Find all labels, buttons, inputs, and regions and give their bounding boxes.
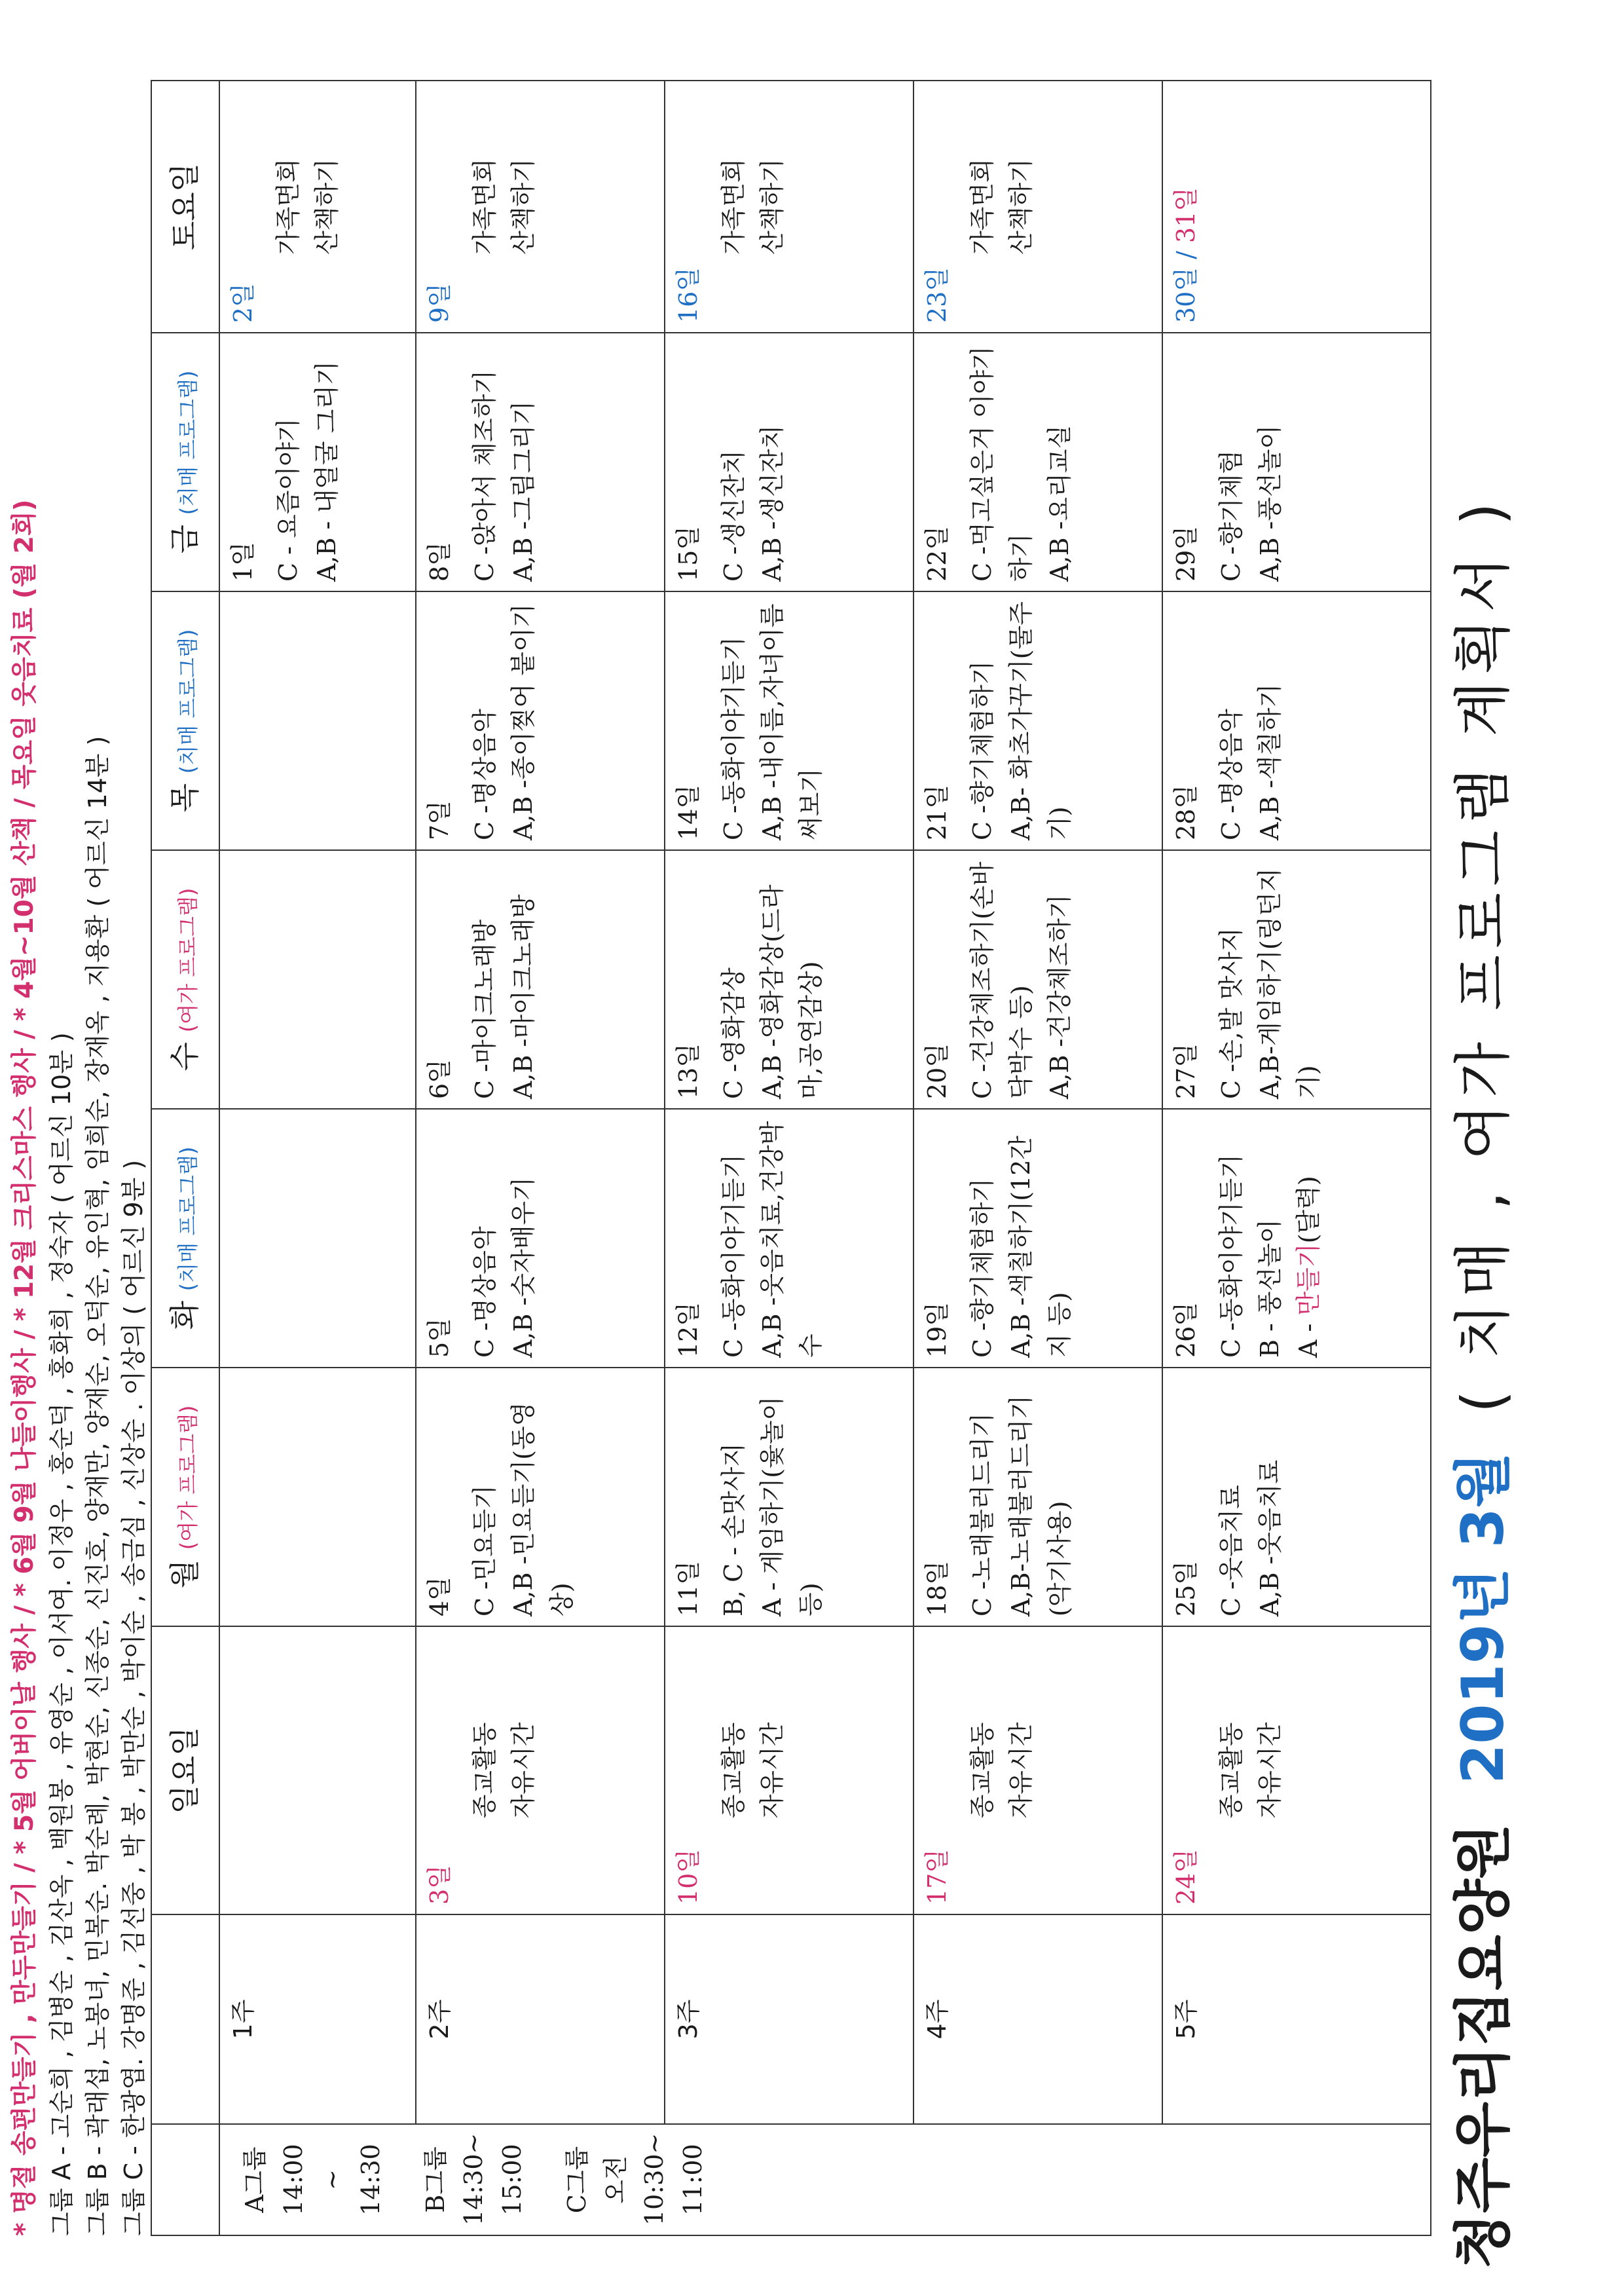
date-label: 22일 (923, 525, 951, 582)
group-a (236, 2134, 390, 2226)
date-label: 9일 (425, 283, 454, 323)
header-monday-prog: (여가 프로그램) (175, 1405, 201, 1550)
cell-wed (665, 850, 913, 1109)
header-wednesday-day: 수 (167, 1041, 203, 1072)
cell-mon (913, 1368, 1162, 1626)
activity-line: A,B- 화초가꾸기(물주기) (1006, 601, 1074, 840)
cell-thu (913, 591, 1162, 850)
title-year-month: 2019년 3월 (1449, 1452, 1517, 1784)
activity-line: A,B-노래불러드리기(악기사용) (1006, 1395, 1074, 1616)
cell-sun (219, 1626, 416, 1914)
cell-tue (665, 1109, 913, 1368)
cell-thu (1162, 591, 1431, 850)
header-thursday (151, 591, 219, 850)
cell-wed (219, 850, 416, 1109)
activity-line: A,B -웃음치료 (1255, 1459, 1284, 1616)
date-label: 16일 (674, 267, 703, 323)
header-friday (151, 333, 219, 591)
date-sep: / (1172, 251, 1200, 259)
cell-fri (416, 333, 665, 591)
cell-wed (913, 850, 1162, 1109)
activity-line: C -웃음치료 (1216, 1485, 1246, 1616)
date-label: 4일 (425, 1577, 454, 1616)
week-label: 3주 (665, 1914, 913, 2124)
week-row (219, 81, 416, 2235)
activity-line: C -마이크노래방 (470, 919, 499, 1099)
date-label: 11일 (674, 1560, 703, 1616)
group-b-name: B그룹 (420, 2146, 450, 2213)
activity-line: A - (1293, 1323, 1323, 1358)
date-label: 15일 (674, 525, 703, 582)
date-label: 19일 (923, 1301, 951, 1358)
activity-line: 산책하기 (312, 159, 341, 255)
header-friday-day: 금 (167, 524, 203, 554)
activity-line: A,B -색칠하기 (1255, 683, 1284, 840)
header-monday (151, 1368, 219, 1626)
activity-line: A,B -마이크노래방 (508, 894, 538, 1099)
cell-fri (1162, 333, 1431, 591)
cell-thu (416, 591, 665, 850)
cell-sat (913, 81, 1162, 333)
date-label: 18일 (923, 1560, 951, 1616)
cell-sat (665, 81, 913, 333)
activity-line: C -향기체험 (1216, 450, 1246, 582)
activity-line: 가족면회 (718, 159, 748, 255)
title-subtitle: ( 치매 , 여가 프로그램 계획서 ) (1449, 496, 1517, 1413)
cell-mon (665, 1368, 913, 1626)
cell-mon (1162, 1368, 1431, 1626)
cell-fri (913, 333, 1162, 591)
cell-mon (219, 1368, 416, 1626)
group-a-time: 14:00 ~ 14:30 (278, 2144, 385, 2216)
activity-line: C -향기체험하기 (967, 1178, 997, 1358)
cell-tue (913, 1109, 1162, 1368)
activity-line: 종교활동 (718, 1722, 748, 1819)
activity-line: A,B - 내얼굴 그리기 (312, 361, 341, 582)
week-row (1162, 81, 1431, 2235)
activity-line: C -명상음악 (470, 709, 499, 840)
activity-line: C -생신잔치 (718, 450, 748, 582)
activity-line: 산책하기 (757, 159, 786, 255)
cell-sat (416, 81, 665, 333)
group-b (416, 2134, 532, 2226)
activity-line: C -동화이야기듣기 (718, 1154, 748, 1358)
date-label: 28일 (1172, 784, 1200, 840)
cell-thu (665, 591, 913, 850)
date-label: 1일 (229, 542, 257, 582)
cell-thu (219, 591, 416, 850)
date-label: 20일 (923, 1043, 951, 1099)
week-label: 5주 (1162, 1914, 1431, 2124)
header-wednesday (151, 850, 219, 1109)
cell-sun (416, 1626, 665, 1914)
week-label: 2주 (416, 1914, 665, 2124)
date-label: 5일 (425, 1318, 454, 1358)
notes-group-c: 그룹 C - 한광엽. 강명준 , 김선중 , 박 봉 , 박만순 , 박이순 , 송금심 , 신상순 . 이상의 ( 어르신 9분 ) (119, 1159, 148, 2236)
date-label: 24일 (1172, 1848, 1200, 1905)
header-friday-prog: (치매 프로그램) (175, 370, 201, 515)
activity-line: A,B -종이찢어 붙이기 (508, 603, 538, 840)
header-sunday: 일요일 (151, 1626, 219, 1914)
cell-sun (665, 1626, 913, 1914)
activity-line: A,B -영화감상(드라마,공연감상) (757, 884, 825, 1099)
activity-line: A,B -요리교실 (1044, 424, 1074, 582)
header-thursday-prog: (치매 프로그램) (175, 629, 201, 774)
cell-wed (416, 850, 665, 1109)
activity-line: C -동화이야기듣기 (1216, 1154, 1246, 1358)
week-row (665, 81, 913, 2235)
date-label: 25일 (1172, 1560, 1200, 1616)
activity-line: A,B -숫자배우기 (508, 1177, 538, 1358)
cell-sun (1162, 1626, 1431, 1914)
group-c (558, 2134, 712, 2226)
group-times (219, 2124, 1431, 2235)
cell-wed (1162, 850, 1431, 1109)
activity-line: 가족면회 (470, 159, 499, 255)
activity-line: 산책하기 (508, 159, 538, 255)
activity-line: A,B -색칠하기(12간지 등) (1006, 1135, 1074, 1358)
date-label: 17일 (923, 1848, 951, 1905)
header-group (151, 2124, 219, 2235)
cell-mon (416, 1368, 665, 1626)
activity-line: (달력) (1293, 1176, 1323, 1244)
activity-line: C -명상음악 (470, 1226, 499, 1358)
group-a-name: A그룹 (240, 2146, 269, 2213)
activity-line: 가족면회 (273, 159, 303, 255)
header-wednesday-prog: (여가 프로그램) (175, 887, 201, 1033)
week-row (913, 81, 1162, 2235)
activity-line: A,B -민요듣기(동영상) (508, 1402, 576, 1616)
activity-line: C - 요즘이야기 (273, 418, 303, 582)
page-title (1413, 29, 1544, 2269)
cell-sat (219, 81, 416, 333)
title-org: 청주우리집요양원 (1449, 1823, 1517, 2269)
activity-line: A,B -풍선놀이 (1255, 424, 1284, 582)
cell-sun (913, 1626, 1162, 1914)
date-label: 26일 (1172, 1301, 1200, 1358)
header-row (151, 81, 219, 2235)
group-c-sub: 오전 (601, 2155, 631, 2204)
date-label: 2일 (229, 283, 257, 323)
activity-line: 가족면회 (967, 159, 997, 255)
activity-line: A - 게임하기(윷놀이등) (757, 1396, 825, 1616)
cell-tue (416, 1109, 665, 1368)
week-label: 4주 (913, 1914, 1162, 2124)
activity-line: B, C - 손맛사지 (718, 1443, 748, 1616)
date-label: 10일 (674, 1848, 703, 1905)
group-c-time: 10:30~ 11:00 (640, 2133, 707, 2226)
header-tuesday-day: 화 (167, 1300, 203, 1330)
activity-line: 자유시간 (757, 1722, 786, 1819)
date-b: 31일 (1172, 187, 1200, 243)
activity-line: 종교활동 (967, 1722, 997, 1819)
header-tuesday-prog: (치매 프로그램) (175, 1146, 201, 1292)
cell-fri (665, 333, 913, 591)
notes-group-a: 그룹 A - 고순희 , 김병순 , 김산옥 , 백원봉 , 유영순 , 이서여. 이정우 , 홍순덕 , 홍화희 , 정숙자 ( 어르신 10분 ) (46, 1032, 76, 2236)
date-label (1167, 90, 1206, 323)
notes-group-b: 그룹 B - 곽래섭, 노봉녀, 민복순. 박순례, 박현순, 신종순, 신진호, 양재만, 양재순, 오덕순, 유인혁, 임희순, 장재옥 , 지용환 ( 어르신 14분 ) (83, 736, 112, 2236)
cell-sat (1162, 81, 1431, 333)
header-monday-day: 월 (167, 1559, 203, 1589)
date-label: 12일 (674, 1301, 703, 1358)
activity-line: 종교활동 (470, 1722, 499, 1819)
activity-line: 산책하기 (1006, 159, 1035, 255)
date-label: 7일 (425, 800, 454, 840)
header-week (151, 1914, 219, 2124)
activity-line: C -앉아서 체조하기 (470, 369, 499, 582)
notes-block (7, 75, 148, 2236)
cell-tue (219, 1109, 416, 1368)
activity-line: A,B -내이름,자녀이름 써보기 (757, 603, 825, 840)
cell-fri (219, 333, 416, 591)
activity-line: 자유시간 (1255, 1722, 1284, 1819)
date-label: 27일 (1172, 1043, 1200, 1099)
activity-line: A,B-게임하기(링던지기) (1255, 868, 1323, 1099)
header-thursday-day: 목 (167, 783, 203, 813)
week-row (416, 81, 665, 2235)
date-label: 21일 (923, 784, 951, 840)
date-label: 23일 (923, 267, 951, 323)
activity-line: C -향기체험하기 (967, 660, 997, 840)
group-c-name: C그룹 (563, 2146, 592, 2214)
activity-line: 자유시간 (1006, 1722, 1035, 1819)
week-label: 1주 (219, 1914, 416, 2124)
activity-line: B - 풍선놀이 (1255, 1219, 1284, 1358)
date-label: 8일 (425, 542, 454, 582)
activity-line: 자유시간 (508, 1722, 538, 1819)
activity-line: A,B -건강체조하기 (1044, 894, 1074, 1099)
header-saturday: 토요일 (151, 81, 219, 333)
activity-line: C -영화감상 (718, 967, 748, 1099)
activity-line: C -건강체조하기(손바닥박수 등) (967, 861, 1035, 1099)
date-label: 3일 (425, 1865, 454, 1905)
activity-line: A,B -웃음치료,건강박수 (757, 1121, 825, 1358)
date-label: 14일 (674, 784, 703, 840)
activity-line: C -민요듣기 (470, 1485, 499, 1616)
activity-line: C -손,발 맛사지 (1216, 927, 1246, 1099)
activity-line: C -동화이야기듣기 (718, 637, 748, 840)
date-label: 29일 (1172, 525, 1200, 582)
group-b-time: 14:30~ 15:00 (459, 2133, 527, 2226)
header-tuesday (151, 1109, 219, 1368)
activity-line: C -명상음악 (1216, 709, 1246, 840)
schedule-table (151, 80, 1431, 2236)
activity-line: A,B -생신잔치 (757, 424, 786, 582)
activity-highlight: 만들기 (1293, 1243, 1323, 1316)
date-label: 6일 (425, 1059, 454, 1099)
activity-line: C -노래불러드리기 (967, 1413, 997, 1616)
date-a: 30일 (1172, 267, 1200, 323)
date-label: 13일 (674, 1043, 703, 1099)
activity-line: A,B -그림그리기 (508, 401, 538, 582)
activity-line: C -먹고싶은거 이야기 하기 (967, 346, 1035, 582)
activity-line: 종교활동 (1216, 1722, 1246, 1819)
notes-events: * 명절 송편만들기 , 만두만들기 / * 5월 어버이날 행사 / * 6월 9월 나들이행사 / * 12월 크리스마스 행사 / * 4월~10월 산책 / 목요일 웃음치료 (월 2회) (10, 499, 39, 2236)
cell-tue (1162, 1109, 1431, 1368)
